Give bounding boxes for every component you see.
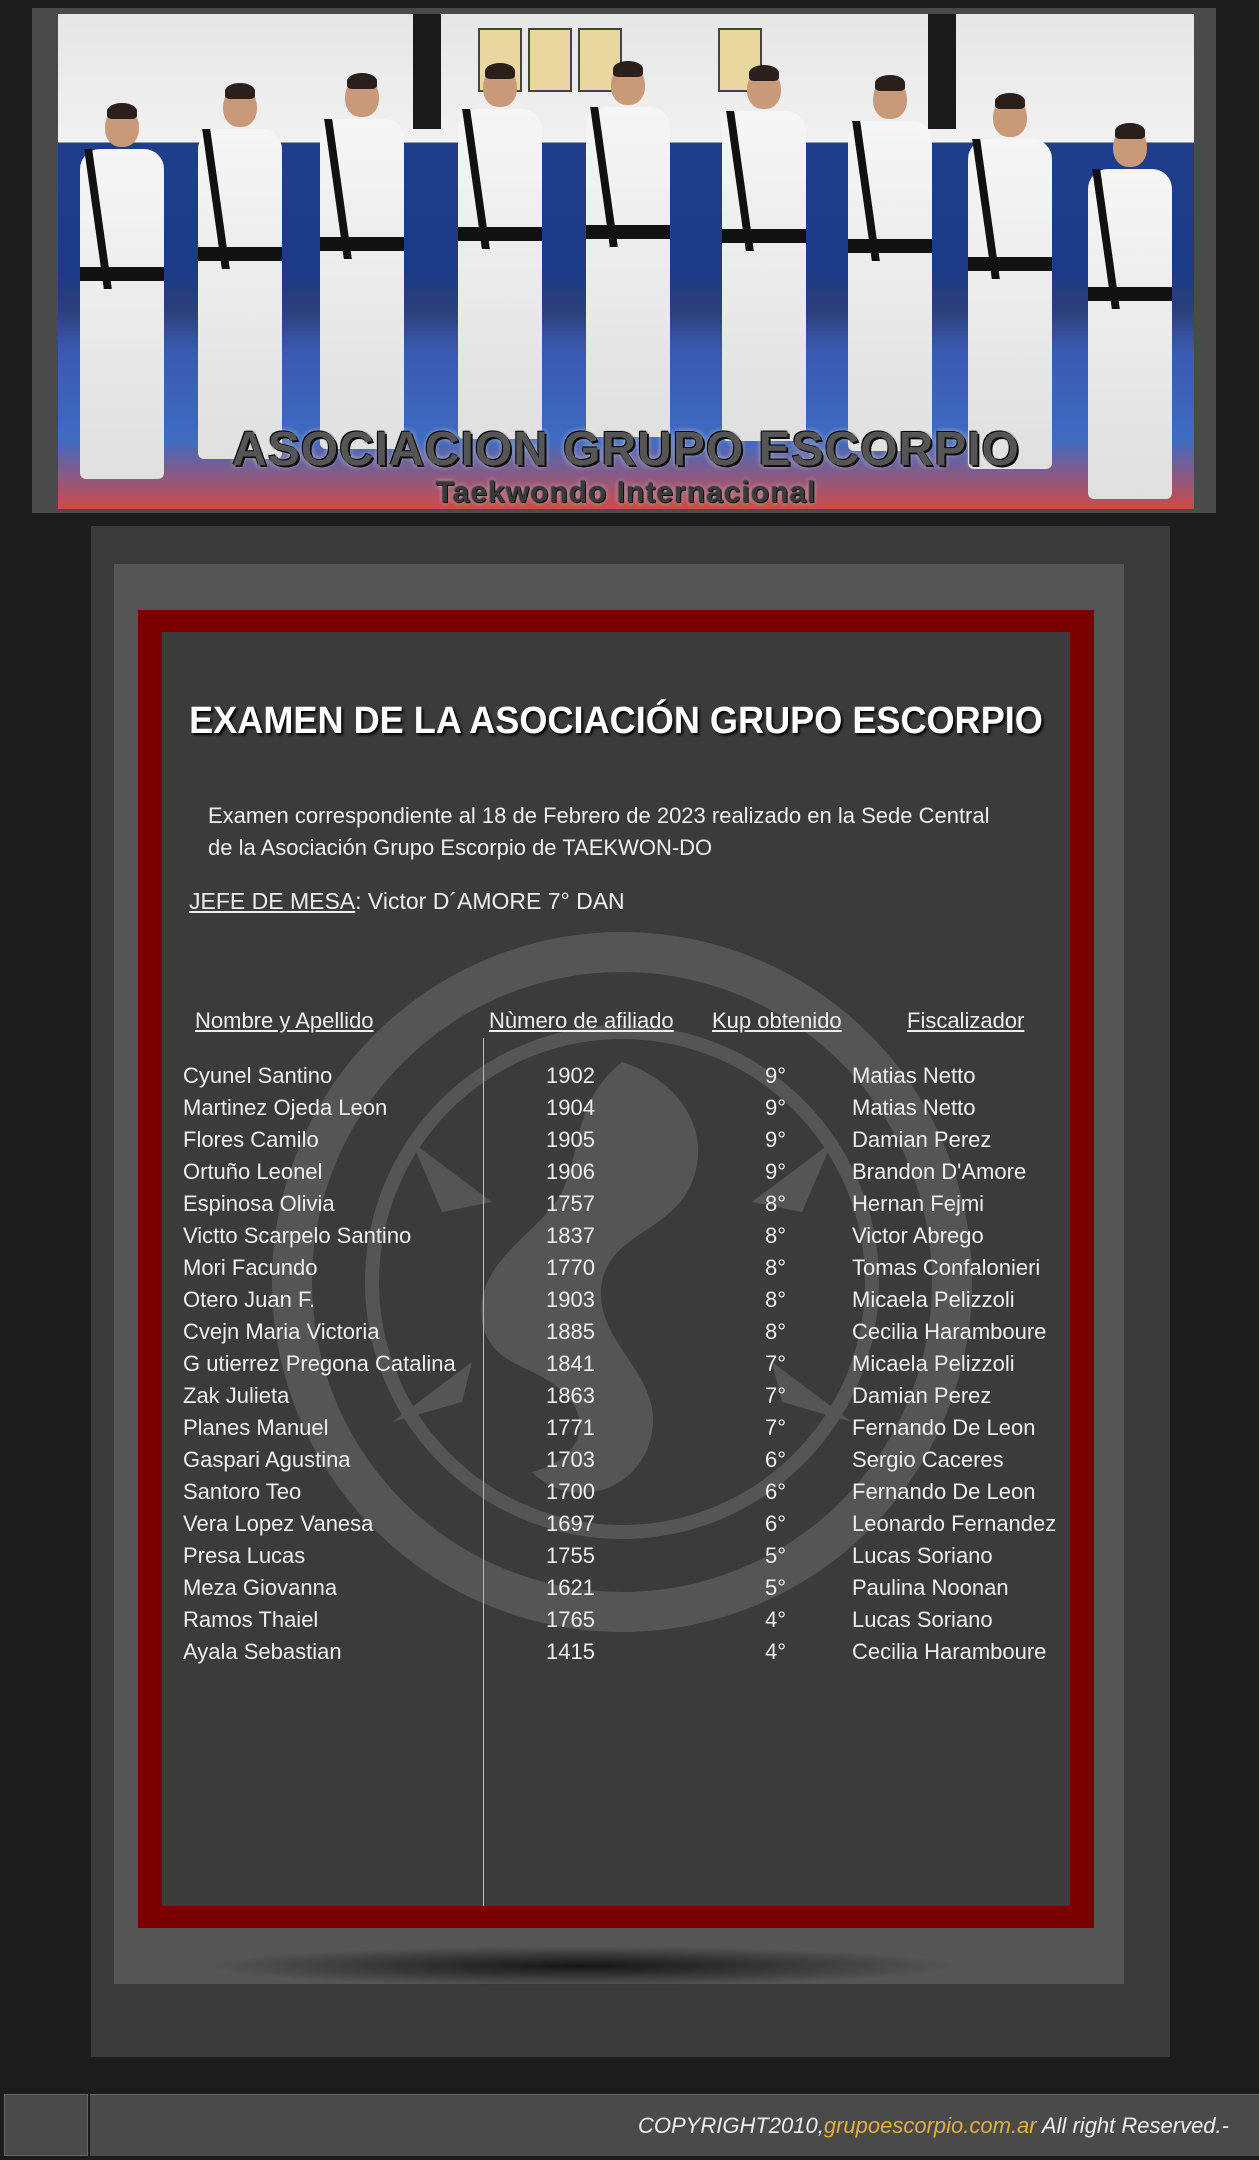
table-row	[162, 1604, 1070, 1636]
cell-name: Vera Lopez Vanesa	[183, 1511, 374, 1536]
cell-kup: 8°	[765, 1319, 787, 1344]
cell-kup: 7°	[765, 1383, 787, 1408]
wall-pillar	[413, 14, 441, 129]
group-photo	[58, 14, 1194, 509]
cell-kup: 9°	[765, 1159, 787, 1184]
cell-fiscalizador: Damian Perez	[852, 1127, 992, 1152]
cell-fiscalizador: Sergio Caceres	[852, 1447, 1004, 1472]
main-container	[91, 526, 1170, 2057]
footer-left-block	[4, 2094, 88, 2156]
cell-fiscalizador: Matias Netto	[852, 1095, 976, 1120]
content-panel	[162, 632, 1070, 1906]
reserved-text: All right Reserved.-	[1036, 2113, 1229, 2138]
table-row	[162, 1508, 1070, 1540]
cell-fiscalizador: Victor Abrego	[852, 1223, 984, 1248]
table-row	[162, 1636, 1070, 1668]
cell-fiscalizador: Lucas Soriano	[852, 1543, 993, 1568]
cell-fiscalizador: Cecilia Haramboure	[852, 1639, 1047, 1664]
cell-name: Ortuño Leonel	[183, 1159, 323, 1184]
cell-fiscalizador: Micaela Pelizzoli	[852, 1287, 1015, 1312]
cell-kup: 6°	[765, 1447, 787, 1472]
cell-name: Mori Facundo	[183, 1255, 318, 1280]
table-row	[162, 1188, 1070, 1220]
cell-kup: 5°	[765, 1575, 787, 1600]
intro-text	[208, 800, 1048, 864]
cell-kup: 9°	[765, 1095, 787, 1120]
cell-name: Santoro Teo	[183, 1479, 302, 1504]
table-row	[162, 1412, 1070, 1444]
cell-kup: 6°	[765, 1479, 787, 1504]
person	[722, 69, 806, 441]
cell-fiscalizador: Fernando De Leon	[852, 1415, 1036, 1440]
cell-fiscalizador: Cecilia Haramboure	[852, 1319, 1047, 1344]
cell-name: Flores Camilo	[183, 1127, 319, 1152]
cell-number: 1697	[546, 1511, 595, 1536]
cell-number: 1905	[546, 1127, 595, 1152]
cell-name: Otero Juan F.	[183, 1287, 316, 1312]
cell-number: 1700	[546, 1479, 595, 1504]
results-table	[162, 1060, 1070, 1668]
wall-pillar	[928, 14, 956, 129]
cell-number: 1837	[546, 1223, 595, 1248]
banner-subtitle: Taekwondo Internacional	[435, 476, 817, 509]
column-header-name: Nombre y Apellido	[195, 1008, 374, 1033]
cell-fiscalizador: Paulina Noonan	[852, 1575, 1009, 1600]
header-banner	[32, 8, 1216, 513]
cell-kup: 9°	[765, 1127, 787, 1152]
footer-copyright	[638, 2113, 1229, 2139]
table-row	[162, 1540, 1070, 1572]
table-row	[162, 1380, 1070, 1412]
cell-name: Ayala Sebastian	[183, 1639, 342, 1664]
person	[458, 67, 542, 439]
cell-fiscalizador: Leonardo Fernandez	[852, 1511, 1057, 1536]
cell-number: 1415	[546, 1639, 595, 1664]
table-row	[162, 1476, 1070, 1508]
cell-number: 1902	[546, 1063, 595, 1088]
cell-number: 1863	[546, 1383, 595, 1408]
cell-number: 1770	[546, 1255, 595, 1280]
cell-kup: 7°	[765, 1351, 787, 1376]
cell-name: Ramos Thaiel	[183, 1607, 319, 1632]
cell-number: 1703	[546, 1447, 595, 1472]
person	[320, 77, 404, 449]
table-row	[162, 1572, 1070, 1604]
cell-number: 1621	[546, 1575, 595, 1600]
cell-name: Gaspari Agustina	[183, 1447, 351, 1472]
cell-kup: 9°	[765, 1063, 787, 1088]
cell-number: 1906	[546, 1159, 595, 1184]
cell-name: Meza Giovanna	[183, 1575, 338, 1600]
red-frame	[138, 610, 1094, 1928]
table-row	[162, 1060, 1070, 1092]
cell-kup: 4°	[765, 1607, 787, 1632]
table-row	[162, 1316, 1070, 1348]
cell-kup: 8°	[765, 1287, 787, 1312]
cell-kup: 8°	[765, 1191, 787, 1216]
cell-kup: 8°	[765, 1223, 787, 1248]
cell-number: 1841	[546, 1351, 595, 1376]
column-header-fiscalizador: Fiscalizador	[907, 1008, 1025, 1033]
table-row	[162, 1156, 1070, 1188]
cell-kup: 4°	[765, 1639, 787, 1664]
footer	[90, 2094, 1259, 2156]
person	[198, 87, 282, 459]
cell-fiscalizador: Tomas Confalonieri	[852, 1255, 1041, 1280]
cell-name: Presa Lucas	[183, 1543, 306, 1568]
cell-name: Victto Scarpelo Santino	[183, 1223, 412, 1248]
copyright-text: COPYRIGHT2010,	[638, 2113, 824, 2138]
cell-number: 1904	[546, 1095, 595, 1120]
table-row	[162, 1284, 1070, 1316]
main-inner-box	[114, 564, 1124, 1984]
cell-kup: 6°	[765, 1511, 787, 1536]
cell-fiscalizador: Brandon D'Amore	[852, 1159, 1027, 1184]
intro-line: Examen correspondiente al 18 de Febrero de 2023 realizado en la Sede Central	[208, 803, 990, 828]
jefe-label: JEFE DE MESA	[189, 888, 356, 914]
cell-number: 1765	[546, 1607, 595, 1632]
cell-number: 1885	[546, 1319, 595, 1344]
cell-kup: 5°	[765, 1543, 787, 1568]
person	[848, 79, 932, 451]
table-row	[162, 1444, 1070, 1476]
person	[586, 65, 670, 437]
table-row	[162, 1220, 1070, 1252]
cell-kup: 8°	[765, 1255, 787, 1280]
table-row	[162, 1092, 1070, 1124]
cell-fiscalizador: Damian Perez	[852, 1383, 992, 1408]
column-header-kup: Kup obtenido	[712, 1008, 842, 1033]
table-row	[162, 1124, 1070, 1156]
person	[968, 97, 1052, 469]
cell-kup: 7°	[765, 1415, 787, 1440]
table-row	[162, 1252, 1070, 1284]
cell-number: 1903	[546, 1287, 595, 1312]
intro-line: de la Asociación Grupo Escorpio de TAEKWON-DO	[208, 835, 713, 860]
footer-site-link[interactable]: grupoescorpio.com.ar	[823, 2113, 1037, 2138]
cell-number: 1755	[546, 1543, 595, 1568]
cell-name: Cyunel Santino	[183, 1063, 333, 1088]
cell-name: Planes Manuel	[183, 1415, 329, 1440]
cell-name: Espinosa Olivia	[183, 1191, 335, 1216]
cell-fiscalizador: Micaela Pelizzoli	[852, 1351, 1015, 1376]
cell-fiscalizador: Fernando De Leon	[852, 1479, 1036, 1504]
cell-number: 1757	[546, 1191, 595, 1216]
cell-number: 1771	[546, 1415, 595, 1440]
table-row	[162, 1348, 1070, 1380]
banner-title: ASOCIACION GRUPO ESCORPIO	[232, 423, 1020, 476]
cell-fiscalizador: Hernan Fejmi	[852, 1191, 985, 1216]
cell-name: Cvejn Maria Victoria	[183, 1319, 380, 1344]
cell-fiscalizador: Lucas Soriano	[852, 1607, 993, 1632]
jefe-value: : Victor D´AMORE 7° DAN	[355, 888, 625, 914]
page-title: EXAMEN DE LA ASOCIACIÓN GRUPO ESCORPIO	[189, 700, 1043, 742]
jefe-de-mesa	[189, 888, 625, 915]
cell-name: G utierrez Pregona Catalina	[183, 1351, 456, 1376]
column-header-number: Nùmero de afiliado	[489, 1008, 674, 1033]
cell-fiscalizador: Matias Netto	[852, 1063, 976, 1088]
cell-name: Martinez Ojeda Leon	[183, 1095, 388, 1120]
cell-name: Zak Julieta	[183, 1383, 290, 1408]
box-shadow	[201, 1946, 961, 1986]
